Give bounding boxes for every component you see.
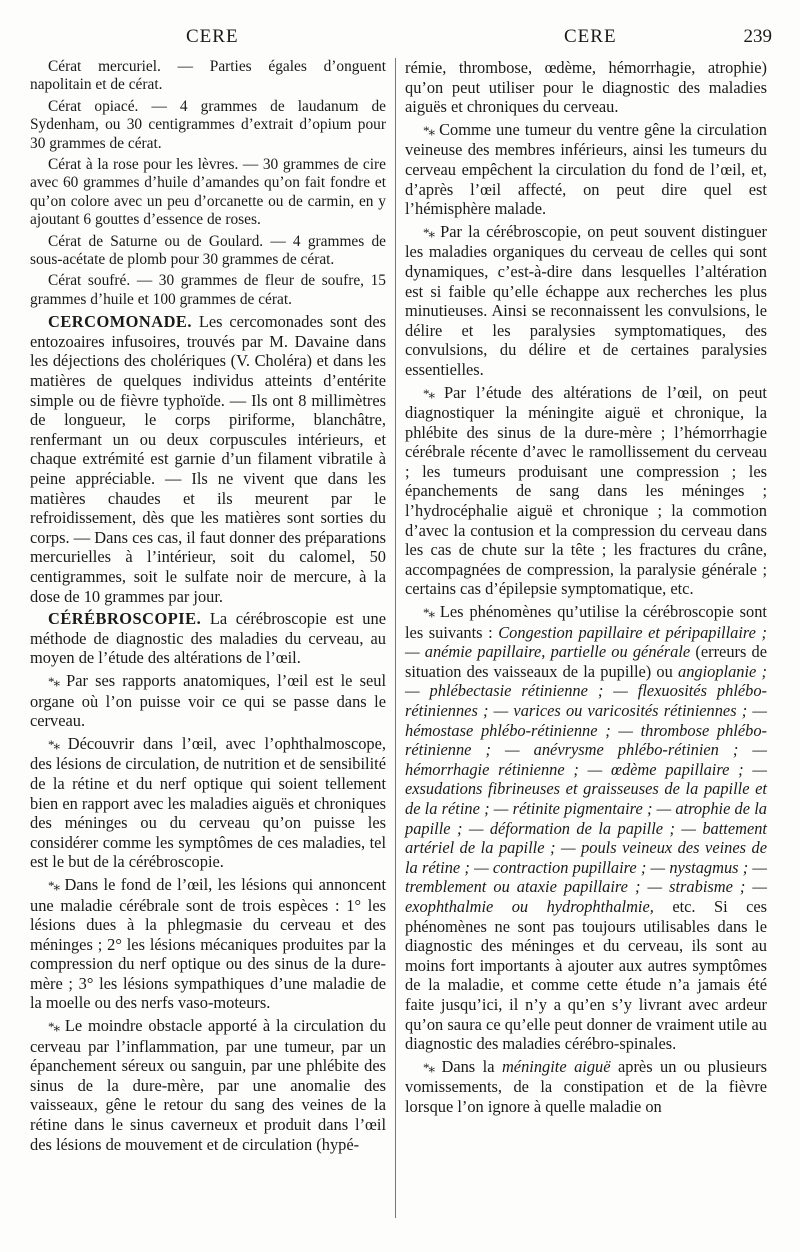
- meningite-term: méningite aiguë: [501, 1056, 611, 1076]
- phenomenes-list-a: Congestion papillaire et péripapillaire ; — anémie papillaire, partielle ou générale: [405, 622, 767, 662]
- paragraph-continuation: rémie, thrombose, œdème, hémorrhagie, atrophie) qu’on peut utiliser pour le diagnostic des maladies aiguës et chroniques du cerveau.: [405, 58, 767, 117]
- asterism-icon: *⁎: [423, 385, 434, 401]
- meningite-text: après un ou plusieurs vomissements, de la constipation et de la fièvre lorsque l’on ignore à quelle maladie on: [405, 1056, 767, 1116]
- paragraph-decouvrir: [30, 734, 386, 872]
- asterism-icon: *⁎: [48, 877, 59, 893]
- entry-cerat-saturne: Cérat de Saturne ou de Goulard. — 4 grammes de sous-acétate de plomb pour 30 grammes de cérat.: [30, 232, 386, 269]
- phenomenes-list-b: angioplanie ; — phlébectasie rétinienne ; — flexuosités phlébo-rétiniennes ; — varices ou varicosités rétiniennes ; — hémostase phlébo-rétinienne ; — thrombose phlébo-rétinienne ; — anévrysme phlébo-rétinien ; — hémorrhagie rétinienne ; — œdème papillaire ; — exsudations fibrineuses et graisseuses de la papille et de la rétine ; — rétinite pigmentaire ; — atrophie de la papille ; — déformation de la papille ; — battement artériel de la papille ; — pouls veineux des veines de la rétine ; — contraction pupillaire ; — nystagmus ; — tremblement ou ataxie papillaire ; — strabisme ; — exophthalmie ou hydrophthalmie,: [405, 661, 767, 916]
- paragraph-fond-oeil: [30, 875, 386, 1013]
- paragraph-rapports: [30, 671, 386, 731]
- asterism-icon: *⁎: [423, 224, 434, 240]
- entry-cerat-soufre: Cérat soufré. — 30 grammes de fleur de soufre, 15 grammes d’huile et 100 grammes de cérat.: [30, 272, 386, 308]
- asterism-icon: *⁎: [423, 1059, 434, 1075]
- paragraph-meningite: [405, 1057, 767, 1117]
- cercomonade-text: Les cercomonades sont des entozoaires infusoires, trouvés par M. Davaine dans les déjections des cholériques (V. Choléra) et dans les matières de quelques individus atteints d’entérite simple ou de fièvre typhoïde. — Ils ont 8 millimètres de longueur, le corps piriforme, blanchâtre, renfermant un ou deux corpuscules intérieurs, et chaque extrémité est garnie d’un filament vibratile à peine appréciable. — Ils ne vivent que dans les matières chaudes et ils meurent par le refroidissement, dès que les matières sont sorties du corps. — Dans ces cas, il faut donner des préparations mercurielles à l’intérieur, soit du calomel, 50 centigrammes, soit le sulfate noir de mercure, à la dose de 10 grammes par jour.: [30, 312, 386, 606]
- paragraph-tumeur-text: Comme une tumeur du ventre gêne la circulation veineuse des membres inférieurs, ainsi les tumeurs du cerveau empêchent la circulation du fond de l’œil, et, d’après l’œil affecté, on peut dire quel est l’hémisphère malade.: [405, 119, 767, 219]
- header-left-word: CERE: [186, 26, 239, 47]
- paragraph-distinguer-text: Par la cérébroscopie, on peut souvent distinguer les maladies organiques du cerveau de celles qui sont dynamiques, c’est-à-dire dans lesquelles l’altération est si faible qu’elle échappe aux recherches les plus minutieuses. Ainsi se reconnaissent les convulsions, le délire et les paralysies symptomatiques, des convulsions, du délire et de certaines paralysies essentielles.: [405, 221, 767, 379]
- entry-cerebroscopie: [30, 609, 386, 668]
- cerebroscopie-intro: La cérébroscopie est une méthode de diagnostic des maladies du cerveau, au moyen de l’étude des altérations de l’œil.: [30, 609, 386, 668]
- paragraph-phenomenes: [405, 602, 767, 1054]
- entry-cerat-rose: Cérat à la rose pour les lèvres. — 30 grammes de cire avec 60 grammes d’huile d’amandes qu’on fait fondre et qu’on colore avec un peu d’orcanette ou de carmin, en y ajoutant 6 gouttes d’essence de roses.: [30, 156, 386, 229]
- entry-cerat-mercuriel: Cérat mercuriel. — Parties égales d’onguent napolitain et de cérat.: [30, 58, 386, 94]
- paragraph-rapports-text: Par ses rapports anatomiques, l’œil est le seul organe où l’on puisse voir ce qui se passe dans le cerveau.: [30, 670, 386, 731]
- page-number: 239: [743, 26, 772, 47]
- paragraph-decouvrir-text: Découvrir dans l’œil, avec l’ophthalmoscope, des lésions de circulation, de nutrition et de sensibilité de la rétine et du nerf optique qui soient tellement bien en rapport avec les maladies aiguës et chroniques des méninges ou du cerveau qu’on puisse les considérer comme les symptômes de ces maladies, tel est le but de la cérébroscopie.: [30, 733, 386, 872]
- asterism-icon: *⁎: [48, 736, 59, 752]
- paragraph-tumeur: [405, 120, 767, 219]
- asterism-icon: *⁎: [423, 605, 434, 621]
- paragraph-distinguer: [405, 222, 767, 380]
- asterism-icon: *⁎: [48, 1019, 59, 1035]
- phenomenes-lead: Les phénomènes qu’utilise la cérébroscopie sont les suivants :: [405, 602, 767, 642]
- headword-cercomonade: CERCOMONADE.: [48, 312, 192, 332]
- paragraph-obstacle: [30, 1016, 386, 1154]
- phenomenes-aside: (erreurs de situation des vaisseaux de la pupille) ou: [405, 642, 767, 681]
- paragraph-diagnostiquer-text: Par l’étude des altérations de l’œil, on peut diagnostiquer la méningite aiguë et chronique, la phlébite des sinus de la dure-mère ; l’hémorrhagie cérébrale récente d’avec le ramollissement du cerveau ; les tumeurs produisant une compression ; les épanchements de sang dans les méninges ; l’hydrocéphalie aiguë et chronique ; la commotion d’avec la contusion et la compression du cerveau dans les cas de chute sur la tête ; les fractures du crâne, accompagnées de compression, la paralysie générale ; certains cas d’épilepsie symptomatique, etc.: [405, 382, 767, 599]
- entry-cerat-opiace: Cérat opiacé. — 4 grammes de laudanum de Sydenham, ou 30 centigrammes d’extrait d’opium pour 30 grammes de cérat.: [30, 97, 386, 152]
- phenomenes-conclusion: etc. Si ces phénomènes ne sont pas toujours utilisables dans le diagnostic des méninges et du cerveau, ils sont au moins fort importants à ajouter aux autres symptômes de la maladie, et comme cette étude n’a jamais été faite jusqu’ici, il n’y a qu’en s’y livrant avec ardeur qu’on saura ce qu’elle peut donner de vraiment utile au diagnostic des maladies cérébro-spinales.: [405, 896, 767, 1054]
- header-right-word: CERE: [564, 26, 617, 47]
- headword-cerebroscopie: CÉRÉBROSCOPIE.: [48, 609, 202, 629]
- paragraph-fond-oeil-text: Dans le fond de l’œil, les lésions qui annoncent une maladie cérébrale sont de trois espèces : 1° les lésions dues à la phlegmasie du cerveau et des méninges ; 2° les lésions mécaniques produites par la compression du nerf optique ou des sinus de la dure-mère ; 3° les lésions sympathiques d’une maladie de la moelle ou des nerfs vaso-moteurs.: [30, 874, 386, 1013]
- entry-cercomonade: [30, 312, 386, 606]
- running-header: [28, 26, 772, 50]
- right-column: [405, 58, 767, 1119]
- left-column: [30, 58, 386, 1157]
- column-divider: [395, 58, 396, 1218]
- meningite-lead: Dans la: [441, 1056, 495, 1076]
- paragraph-obstacle-text: Le moindre obstacle apporté à la circulation du cerveau par l’inflammation, par une tumeur, par un épanchement séreux ou sanguin, par une phlébite des sinus de la dure-mère, par une anomalie des vaisseaux, gêne le retour du sang des veines de la rétine dans le sinus caverneux et produit dans l’œil des lésions de mouvement et de circulation (hypé-: [30, 1016, 386, 1154]
- asterism-icon: *⁎: [423, 122, 434, 138]
- paragraph-diagnostiquer: [405, 383, 767, 600]
- asterism-icon: *⁎: [48, 673, 59, 689]
